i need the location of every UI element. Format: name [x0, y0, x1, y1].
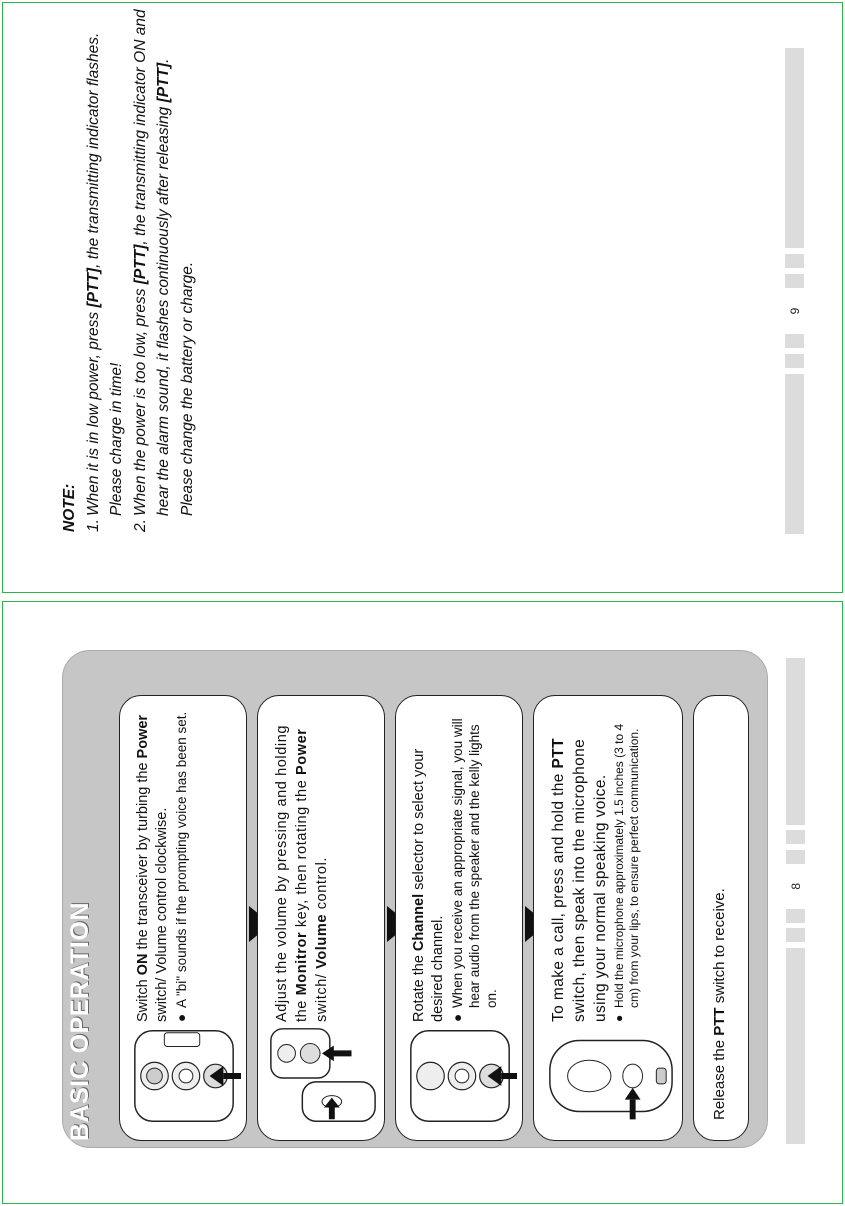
step-4-bullet: ● Hold the microphone approximately 1.5 inches (3 to 4 cm) from your lips, to ensure perfect communication.: [612, 723, 641, 1022]
note-item-1: 1. When it is in low power, press [PTT], the transmitting indicator flashes.: [84, 32, 102, 532]
step-5-text: Release the PTT switch to receive.: [711, 888, 728, 1120]
step-1-text: Switch ON the transceiver by turbing the Power switch/ Volume control clockwise. ● A "bi" sounds if the prompting voice has been set.: [134, 704, 190, 1022]
step-2-text: Adjust the volume by pressing and holding the Monitror key, then rotating the Power switch/ Volume control.: [274, 724, 330, 1022]
step-3-bullet: ● When you receive an appropriate signal, you will hear audio from the speaker and the kelly lights on.: [450, 718, 499, 1022]
note-title: NOTE:: [61, 483, 78, 532]
radio-volume-monitor-illustration: [263, 1022, 381, 1130]
step-4-card: [533, 695, 683, 1141]
footer-bar: [786, 909, 805, 923]
note-section: [58, 0, 199, 532]
footer-bar: [786, 948, 805, 1144]
footer-bar: [786, 850, 805, 864]
footer-bar: [785, 354, 804, 368]
page-number: 9: [787, 307, 802, 315]
radio-top-power-knob-illustration: [125, 1022, 243, 1130]
page-8: [0, 602, 845, 1200]
note-1-sub: Please charge in time!: [108, 362, 125, 516]
step-1-card: [119, 695, 247, 1141]
footer-bar: [785, 334, 804, 348]
footer-bar: [785, 374, 804, 534]
page-footer: [785, 48, 804, 534]
radio-ptt-switch-illustration: [540, 1022, 678, 1130]
footer-bar: [785, 254, 804, 268]
section-title: BASIC OPERATION: [66, 902, 94, 1141]
step-4-text: To make a call, press and hold the PTT switch, then speak into the microphone using your normal speaking voice. ● Hold the microphone approximately 1.5 inches (3 to 4 cm) from your lips, to ensure perfect communication.: [548, 704, 642, 1022]
footer-bar: [785, 274, 804, 288]
step-5-card: [693, 695, 749, 1141]
page-9: [0, 0, 845, 590]
footer-bar: [786, 830, 805, 844]
page-footer: [786, 658, 805, 1144]
step-3-text: Rotate the Channel selector to select your desired channel. ● When you receive an appropriate signal, you will hear audio from the speaker and the kelly lights on.: [410, 704, 500, 1022]
note-2-sub: Please change the battery or charge.: [178, 261, 196, 516]
footer-bar: [785, 48, 804, 248]
footer-bar: [786, 658, 805, 825]
footer-bar: [786, 928, 805, 942]
basic-operation-panel: [62, 650, 768, 1148]
step-2-card: [257, 695, 385, 1141]
step-3-card: [395, 695, 523, 1141]
page-number: 8: [788, 882, 803, 890]
radio-channel-selector-illustration: [401, 1022, 519, 1130]
note-item-2: 2. When the power is too low, press [PTT], the transmitting indicator ON and hear the alarm sound, it flashes continuously after releasing [PTT].: [131, 9, 172, 532]
step-1-bullet: ● A "bi" sounds if the prompting voice has been set.: [174, 711, 189, 1022]
